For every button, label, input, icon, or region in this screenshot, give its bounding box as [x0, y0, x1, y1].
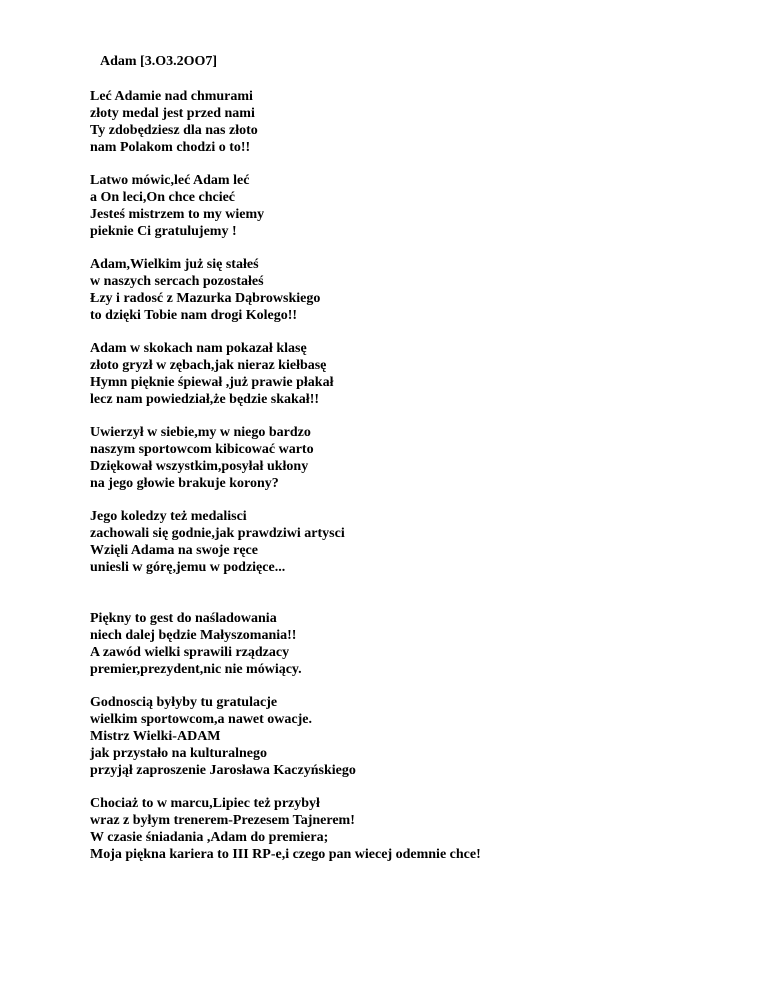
poem-line: Wzięli Adama na swoje ręce — [90, 543, 258, 558]
poem-line: Godnoscią byłyby tu gratulacje — [90, 695, 278, 710]
poem-line: pieknie Ci gratulujemy ! — [90, 224, 237, 239]
poem-line: wraz z byłym trenerem-Prezesem Tajnerem! — [90, 813, 355, 828]
stanza-9 — [90, 795, 760, 863]
poem-line: Jesteś mistrzem to my wiemy — [90, 207, 265, 222]
poem-line: Moja piękna kariera to III RP-e,i czego pan wiecej odemnie chce! — [90, 847, 481, 862]
poem-line: Dziękował wszystkim,posyłał ukłony — [90, 459, 309, 474]
stanza-7 — [90, 610, 760, 678]
poem-line: premier,prezydent,nic nie mówiący. — [90, 662, 302, 677]
document-title: Adam [3.O3.2OO7] — [100, 54, 218, 69]
poem-line: lecz nam powiedział,że będzie skakał!! — [90, 392, 320, 407]
stanza-1 — [90, 88, 760, 156]
stanza-4 — [90, 340, 760, 408]
poem-line: złoto gryzł w zębach,jak nieraz kiełbasę — [90, 358, 327, 373]
poem-line: Chociaż to w marcu,Lipiec też przybył — [90, 796, 320, 811]
poem-line: niech dalej będzie Małyszomania!! — [90, 628, 297, 643]
poem-line: na jego głowie brakuje korony? — [90, 476, 279, 491]
poem-line: uniesli w górę,jemu w podzięce... — [90, 560, 286, 575]
poem-line: Ty zdobędziesz dla nas złoto — [90, 123, 258, 138]
poem-line: Leć Adamie nad chmurami — [90, 89, 253, 104]
poem-line: to dzięki Tobie nam drogi Kolego!! — [90, 308, 298, 323]
poem-line: w naszych sercach pozostałeś — [90, 274, 264, 289]
poem-line: Adam w skokach nam pokazał klasę — [90, 341, 307, 356]
stanza-5 — [90, 424, 760, 492]
poem-line: Latwo mówic,leć Adam leć — [90, 173, 250, 188]
stanza-8 — [90, 694, 760, 779]
poem-line: zachowali się godnie,jak prawdziwi artysci — [90, 526, 345, 541]
poem-line: naszym sportowcom kibicować warto — [90, 442, 314, 457]
stanza-6 — [90, 508, 760, 576]
poem-line: Jego koledzy też medalisci — [90, 509, 247, 524]
poem-line: Uwierzył w siebie,my w niego bardzo — [90, 425, 311, 440]
poem-line: W czasie śniadania ,Adam do premiera; — [90, 830, 329, 845]
poem-line: A zawód wielki sprawili rządzacy — [90, 645, 290, 660]
poem-line: Adam,Wielkim już się stałeś — [90, 257, 259, 272]
poem-line: wielkim sportowcom,a nawet owacje. — [90, 712, 313, 727]
poem-line: Łzy i radosć z Mazurka Dąbrowskiego — [90, 291, 321, 306]
stanza-2 — [90, 172, 760, 240]
poem-line: a On leci,On chce chcieć — [90, 190, 236, 205]
poem-line: złoty medal jest przed nami — [90, 106, 255, 121]
poem-line: Mistrz Wielki-ADAM — [90, 729, 221, 744]
poem-line: nam Polakom chodzi o to!! — [90, 140, 251, 155]
poem-line: Piękny to gest do naśladowania — [90, 611, 277, 626]
poem-line: jak przystało na kulturalnego — [90, 746, 267, 761]
poem-line: Hymn pięknie śpiewał ,już prawie płakał — [90, 375, 334, 390]
stanza-3 — [90, 256, 760, 324]
poem-line: przyjął zaproszenie Jarosława Kaczyńskiego — [90, 763, 356, 778]
poem-body — [90, 88, 760, 879]
